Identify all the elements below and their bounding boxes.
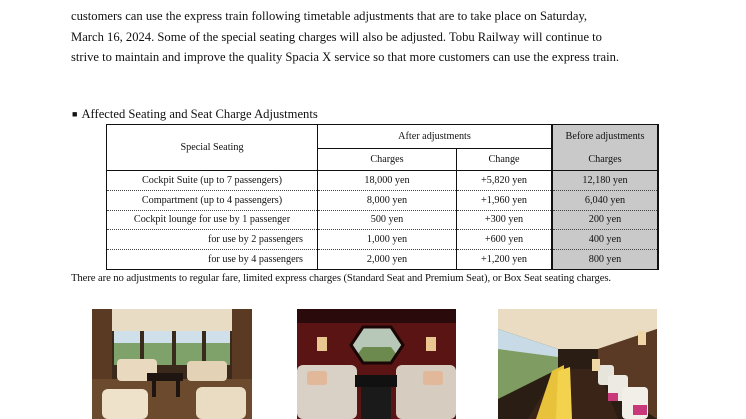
intro-line-3: strive to maintain and improve the quality Spacia X service so that more customers can use the express train.	[71, 50, 620, 64]
cockpit-suite-photo	[92, 309, 252, 419]
cell-change: +300 yen	[457, 210, 553, 230]
cell-change: +1,200 yen	[457, 250, 553, 270]
cell-charges: 8,000 yen	[318, 190, 457, 210]
table-row	[107, 250, 659, 270]
cell-seat: Cockpit lounge for use by 1 passenger	[107, 210, 318, 230]
table-header-row-1	[107, 125, 659, 149]
cell-change: +5,820 yen	[457, 171, 553, 191]
intro-line-1: customers can use the express train following timetable adjustments that are to take place on Saturday,	[71, 9, 588, 23]
cell-charges: 18,000 yen	[318, 171, 457, 191]
header-charges: Charges	[318, 149, 457, 171]
square-bullet-icon: ■	[72, 109, 78, 119]
header-change: Change	[457, 149, 553, 171]
section-title: Affected Seating and Seat Charge Adjustments	[81, 107, 318, 121]
table-row	[107, 171, 659, 191]
seat-charge-table	[106, 124, 659, 270]
cell-seat: Cockpit Suite (up to 7 passengers)	[107, 171, 318, 191]
cell-before: 400 yen	[552, 230, 658, 250]
cell-before: 12,180 yen	[552, 171, 658, 191]
cell-charges: 500 yen	[318, 210, 457, 230]
table-row	[107, 190, 659, 210]
cell-before: 800 yen	[552, 250, 658, 270]
cell-change: +1,960 yen	[457, 190, 553, 210]
cell-seat: for use by 4 passengers	[107, 250, 318, 270]
cell-before: 6,040 yen	[552, 190, 658, 210]
cell-charges: 2,000 yen	[318, 250, 457, 270]
header-after-adjustments: After adjustments	[318, 125, 553, 149]
standard-seat-photo	[498, 309, 657, 419]
header-special-seating: Special Seating	[107, 125, 318, 171]
compartment-photo	[297, 309, 456, 419]
cell-change: +600 yen	[457, 230, 553, 250]
cell-seat: Compartment (up to 4 passengers)	[107, 190, 318, 210]
section-heading	[72, 107, 318, 122]
header-before-charges: Charges	[552, 149, 658, 171]
header-before-adjustments: Before adjustments	[552, 125, 658, 149]
cell-charges: 1,000 yen	[318, 230, 457, 250]
cell-before: 200 yen	[552, 210, 658, 230]
intro-line-2: March 16, 2024. Some of the special seating charges will also be adjusted. Tobu Railway will continue to	[71, 29, 602, 44]
cell-seat: for use by 2 passengers	[107, 230, 318, 250]
fare-note: There are no adjustments to regular fare, limited express charges (Standard Seat and Premium Seat), or Box Seat seating charges.	[71, 272, 612, 284]
intro-paragraph	[71, 6, 675, 68]
table-row	[107, 230, 659, 250]
table-row	[107, 210, 659, 230]
